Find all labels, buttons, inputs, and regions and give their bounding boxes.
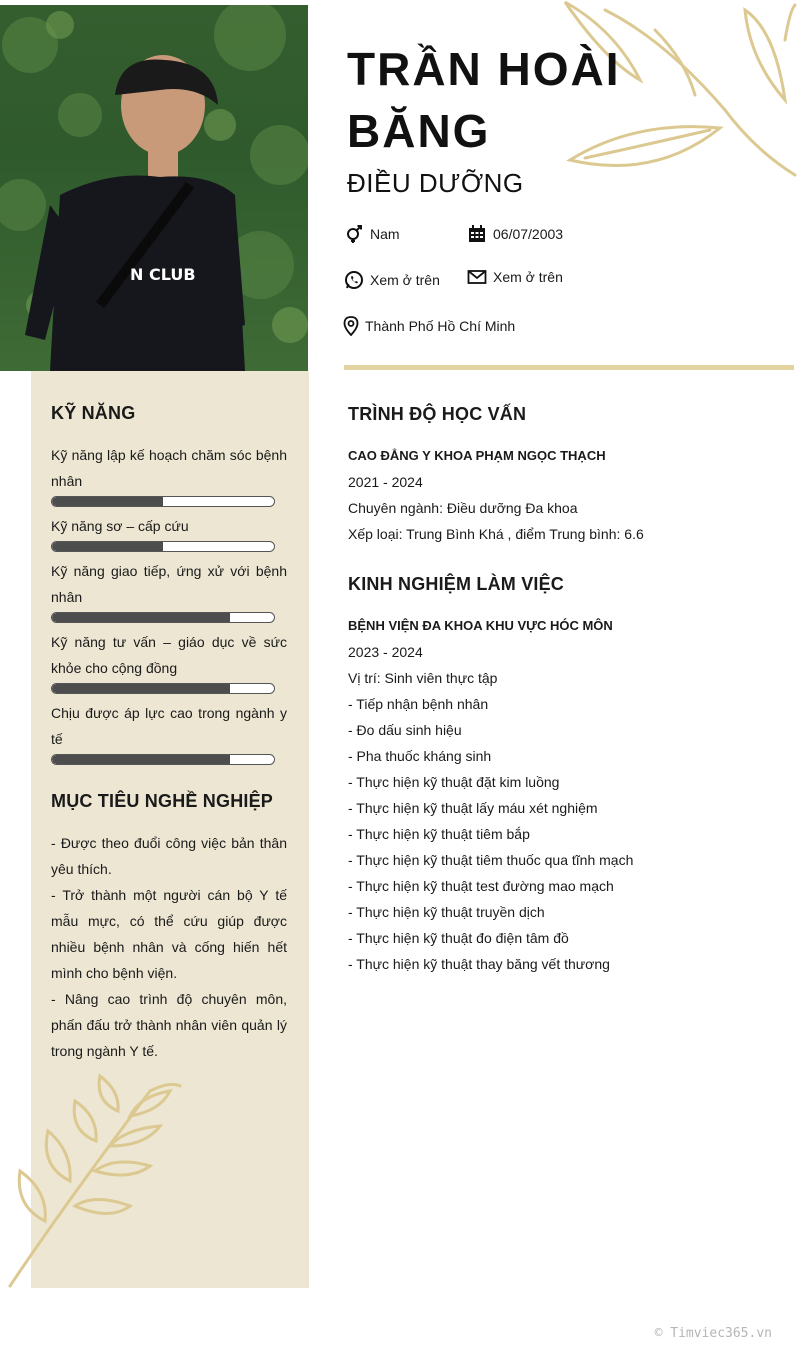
gender-icon [344,224,364,244]
objective-text [51,830,287,1064]
skills-heading: KỸ NĂNG [51,403,136,423]
education-period: 2021 - 2024 [348,474,423,490]
skill-label: Kỹ năng giao tiếp, ứng xử với bệnh nhân [51,563,287,605]
skill-level-bar [51,496,275,507]
header-divider [344,365,794,370]
watermark: © Timviec365.vn [654,1326,772,1341]
skill-label: Kỹ năng tư vấn – giáo dục về sức khỏe cho cộng đồng [51,634,287,676]
experience-position: Vị trí: Sinh viên thực tập [348,670,498,686]
sidebar [31,371,309,1288]
task-item: - Tiếp nhận bệnh nhân [348,696,489,712]
objective-paragraph: - Trở thành một người cán bộ Y tế mẫu mực, có thể cứu giúp được nhiều bệnh nhân và cống hiến hết mình cho bệnh viện. [51,887,287,981]
objective-paragraph: - Được theo đuổi công việc bản thân yêu thích. [51,835,287,877]
skill-level-fill [52,497,163,506]
task-item: - Thực hiện kỹ thuật thay băng vết thương [348,956,610,972]
profile-photo [0,5,308,371]
experience-tasks [348,691,778,977]
education-heading: TRÌNH ĐỘ HỌC VẤN [348,404,527,424]
task-item: - Thực hiện kỹ thuật tiêm bắp [348,826,530,842]
experience-section [348,574,778,977]
gender-value: Nam [370,226,400,242]
mail-icon [467,267,487,287]
email-value[interactable]: Xem ở trên [493,269,563,285]
skills-list [51,442,287,765]
skill-level-bar [51,541,275,552]
birthdate-value: 06/07/2003 [493,226,564,242]
task-item: - Thực hiện kỹ thuật đo điện tâm đồ [348,930,569,946]
task-item: - Thực hiện kỹ thuật tiêm thuốc qua tĩnh mạch [348,852,634,868]
objective-paragraph: - Nâng cao trình độ chuyên môn, phấn đấu trở thành nhân viên quản lý trong ngành Y tế. [51,991,287,1059]
email-info[interactable] [467,267,563,287]
skill-level-fill [52,542,163,551]
candidate-name: TRẦN HOÀI BĂNG [347,43,621,157]
skill-level-bar [51,612,275,623]
leaf-decoration-bottom [0,1071,200,1291]
skill-level-fill [52,613,230,622]
address-info [343,316,515,336]
task-item: - Thực hiện kỹ thuật test đường mao mạch [348,878,614,894]
skill-level-bar [51,683,275,694]
task-item: - Đo dấu sinh hiệu [348,722,462,738]
phone-info[interactable] [344,270,440,290]
person-photo-illustration [0,5,308,371]
skill-label: Chịu được áp lực cao trong ngành y tế [51,705,287,747]
skill-level-fill [52,684,230,693]
calendar-icon [467,224,487,244]
company-name: BỆNH VIỆN ĐA KHOA KHU VỰC HÓC MÔN [348,618,613,633]
experience-heading: KINH NGHIỆM LÀM VIỆC [348,574,565,594]
school-name: CAO ĐẲNG Y KHOA PHẠM NGỌC THẠCH [348,448,606,463]
task-item: - Thực hiện kỹ thuật đặt kim luồng [348,774,560,790]
task-item: - Thực hiện kỹ thuật truyền dịch [348,904,545,920]
shirt-logo-text: N CLUB [130,265,196,284]
location-pin-icon [343,316,359,336]
skill-level-bar [51,754,275,765]
education-section [348,404,778,547]
address-value: Thành Phố Hồ Chí Minh [365,318,516,334]
skill-label: Kỹ năng sơ – cấp cứu [51,518,189,534]
objective-heading: MỤC TIÊU NGHỀ NGHIỆP [51,791,274,811]
skill-label: Kỹ năng lập kế hoạch chăm sóc bệnh nhân [51,447,287,489]
gender-info [344,224,400,244]
phone-value[interactable]: Xem ở trên [370,272,440,288]
task-item: - Thực hiện kỹ thuật lấy máu xét nghiệm [348,800,598,816]
education-major: Chuyên ngành: Điều dưỡng Đa khoa [348,500,578,516]
skill-level-fill [52,755,230,764]
education-grade: Xếp loại: Trung Bình Khá , điểm Trung bình: 6.6 [348,526,644,542]
job-title: ĐIỀU DƯỠNG [347,168,524,198]
birthdate-info [467,224,563,244]
whatsapp-icon [344,270,364,290]
task-item: - Pha thuốc kháng sinh [348,748,492,764]
experience-period: 2023 - 2024 [348,644,423,660]
